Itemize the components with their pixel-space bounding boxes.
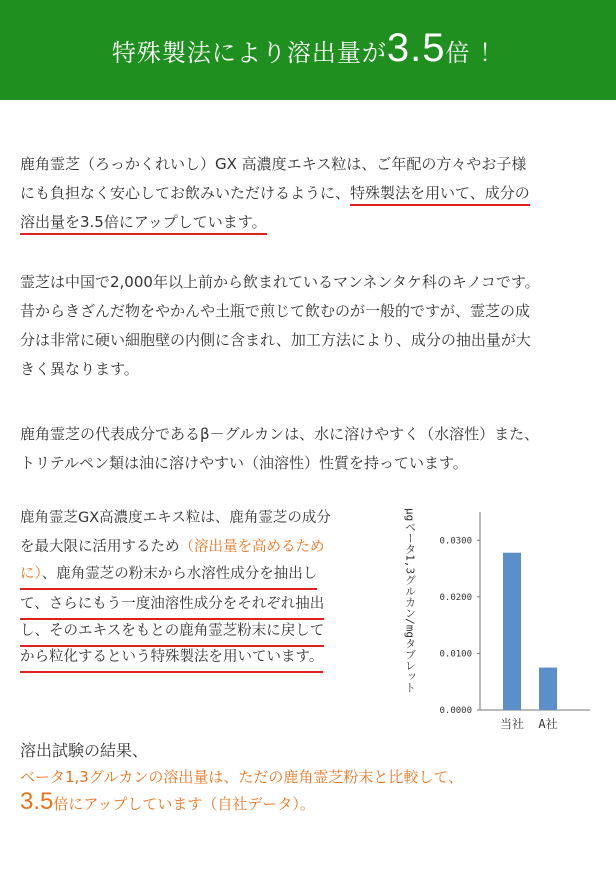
- chart-category-label: 当社: [499, 717, 525, 731]
- process-line-5-underlined: し、そのエキスをもとの鹿角霊芝粉末に戻して: [20, 620, 324, 647]
- components-line-1: 鹿角霊芝の代表成分であるβ－グルカンは、水に溶けやすく（水溶性）また、: [20, 425, 540, 443]
- result-number: 3.5: [20, 788, 54, 815]
- chart-bar: [503, 553, 521, 710]
- process-line-2: [20, 536, 325, 558]
- intro-line-2: [20, 179, 610, 208]
- process-line-3: [20, 563, 317, 590]
- intro-paragraph: [20, 150, 610, 237]
- background-line-4: きく異なります。: [20, 360, 139, 378]
- background-line-3: 分は非常に硬い細胞壁の内側に含まれ、加工方法により、成分の抽出量が大: [20, 331, 531, 349]
- chart-y-tick-label: 0.0200: [439, 592, 472, 603]
- process-line-6: [20, 646, 323, 673]
- banner-title-prefix: 特殊製法により溶出量が: [111, 39, 387, 67]
- intro-line-1: 鹿角霊芝（ろっかくれいし）GX 高濃度エキス粒は、ご年配の方々やお子様: [20, 155, 527, 173]
- process-line-1: 鹿角霊芝GX高濃度エキス粒は、鹿角霊芝の成分: [20, 510, 331, 526]
- chart-ylabel: μgベータ1,3グルカン/mgタブレット: [403, 508, 417, 693]
- banner-title-suffix: 倍 ！: [445, 39, 505, 67]
- process-line-3-underlined: 、鹿角霊芝の粉末から水溶性成分を抽出し: [41, 566, 318, 582]
- intro-line-3: [20, 208, 610, 237]
- banner-title-number: 3.5: [386, 26, 446, 70]
- reishi-background-paragraph: [20, 268, 610, 384]
- chart-category-label: A社: [538, 717, 558, 731]
- background-line-1: 霊芝は中国で2,000年以上前から飲まれているマンネンタケ科のキノコです。: [20, 273, 540, 291]
- result-line-3: [20, 788, 315, 816]
- chart-axes: [480, 512, 590, 710]
- process-line-4-underlined: て、さらにもう一度油溶性成分をそれぞれ抽出: [20, 593, 324, 620]
- process-line-3-orange: に）: [20, 566, 42, 582]
- chart-y-tick-label: 0.0100: [439, 649, 472, 660]
- process-line-2-plain: を最大限に活用するため: [20, 539, 180, 555]
- chart-y-ticks: [439, 536, 480, 716]
- components-line-2: トリテルペン類は油に溶けやすい（油溶性）性質を持っています。: [20, 454, 468, 472]
- process-line-6-underlined: から粒化するという特殊製法を用いています。: [20, 646, 323, 673]
- title-banner: [0, 0, 616, 100]
- chart-category-labels: [500, 716, 558, 731]
- intro-line-3-underlined: 溶出量を3.5倍にアップしています。: [20, 213, 267, 235]
- chart-bars: [503, 553, 557, 710]
- chart-bar: [539, 668, 557, 710]
- result-line-3-rest: 倍にアップしています（自社データ）。: [53, 795, 315, 813]
- result-heading: 溶出試験の結果、: [20, 741, 149, 760]
- process-line-4: [20, 593, 324, 620]
- chart-y-tick-label: 0.0300: [439, 536, 472, 547]
- components-paragraph: [20, 420, 610, 478]
- intro-line-2-underlined: 特殊製法を用いて、成分の: [350, 184, 530, 206]
- process-line-2-orange: （溶出量を高めるため: [179, 539, 325, 555]
- banner-title: [0, 26, 616, 71]
- beta-glucan-bar-chart: [400, 500, 600, 760]
- intro-line-2-plain: にも負担なく安心してお飲みいただけるように、: [20, 184, 351, 202]
- result-line-2: ベータ1,3グルカンの溶出量は、ただの鹿角霊芝粉末と比較して、: [20, 768, 464, 786]
- process-line-5: [20, 620, 324, 647]
- chart-y-tick-label: 0.0000: [439, 706, 472, 716]
- background-line-2: 昔からきざんだ物をやかんや土瓶で煎じて飲むのが一般的ですが、霊芝の成: [20, 302, 531, 320]
